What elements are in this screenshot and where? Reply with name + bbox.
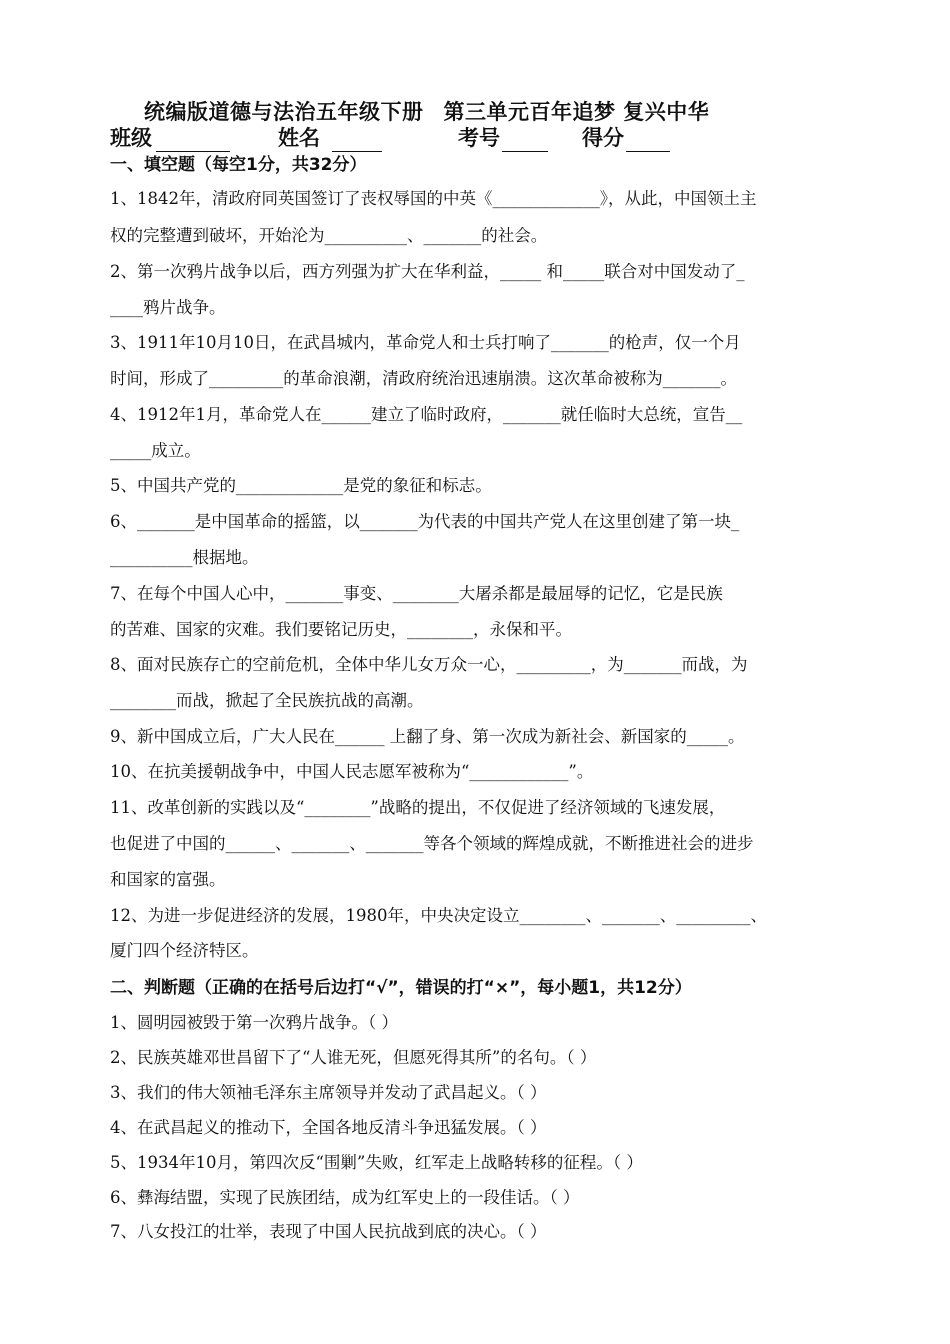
question-line: ________而战，掀起了全民族抗战的高潮。 — [110, 691, 424, 710]
question-line: ____鸦片战争。 — [110, 298, 226, 317]
question-line: 8、面对民族存亡的空前危机，全体中华儿女万众一心，_________，为_______而战，为 — [110, 655, 748, 674]
judge-item: 3、我们的伟大领袖毛泽东主席领导并发动了武昌起义。（ ） — [110, 1083, 547, 1102]
question-line: 5、中国共产党的_____________是党的象征和标志。 — [110, 476, 492, 495]
name-field — [278, 122, 382, 152]
question-line: 9、新中国成立后，广大人民在______ 上翻了身、第一次成为新社会、新国家的_____。 — [110, 727, 745, 746]
question-line: 11、改革创新的实践以及“________”战略的提出，不仅促进了经济领域的飞速发展， — [110, 798, 726, 817]
section-1-heading: 一、填空题（每空1分，共32分） — [110, 155, 367, 175]
exam-id-field — [458, 122, 548, 152]
question-line: 1、1842年，清政府同英国签订了丧权辱国的中英《_____________》，从此，中国领土主 — [110, 189, 757, 208]
question-line: 4、1912年1月，革命党人在______建立了临时政府，_______就任临时大总统，宣告__ — [110, 405, 743, 424]
question-line: 10、在抗美援朝战争中，中国人民志愿军被称为“____________”。 — [110, 762, 594, 781]
name-blank — [332, 129, 382, 152]
question-line: 12、为进一步促进经济的发展，1980年，中央决定设立________、_______、_________、 — [110, 906, 767, 925]
exam-id-label: 考号 — [458, 126, 500, 150]
judge-item: 6、彝海结盟，实现了民族团结，成为红军史上的一段佳话。（ ） — [110, 1188, 580, 1207]
score-label: 得分 — [582, 126, 624, 150]
question-line: _____成立。 — [110, 441, 201, 460]
score-field — [582, 122, 670, 152]
question-line: 也促进了中国的______、_______、_______等各个领域的辉煌成就，不断推进社会的进步 — [110, 834, 754, 853]
question-line: 和国家的富强。 — [110, 870, 226, 889]
question-line: 6、_______是中国革命的摇篮，以_______为代表的中国共产党人在这里创建了第一块_ — [110, 512, 740, 531]
class-field — [110, 122, 230, 152]
judge-item: 5、1934年10月，第四次反“围剿”失败，红军走上战略转移的征程。（ ） — [110, 1153, 643, 1172]
question-line: 时间，形成了_________的革命浪潮，清政府统治迅速崩溃。这次革命被称为_______。 — [110, 369, 737, 388]
judge-item: 4、在武昌起义的推动下，全国各地反清斗争迅猛发展。（ ） — [110, 1118, 547, 1137]
question-line: 的苦难、国家的灾难。我们要铭记历史，________，永保和平。 — [110, 620, 572, 639]
judge-item: 7、八女投江的壮举，表现了中国人民抗战到底的决心。（ ） — [110, 1222, 547, 1241]
judge-item: 1、圆明园被毁于第一次鸦片战争。（ ） — [110, 1013, 398, 1032]
class-blank — [156, 129, 230, 152]
exam-id-blank — [502, 129, 548, 152]
class-label: 班级 — [110, 126, 152, 150]
title-part-b: 第三单元百年追梦 复兴中华 — [443, 100, 710, 124]
question-line: 权的完整遭到破坏，开始沦为__________、_______的社会。 — [110, 226, 548, 245]
section-2-heading: 二、判断题（正确的在括号后边打“√”，错误的打“×”，每小题1，共12分） — [110, 978, 692, 998]
name-label: 姓名 — [278, 126, 320, 150]
question-line: 厦门四个经济特区。 — [110, 941, 259, 960]
question-line: 2、第一次鸦片战争以后，西方列强为扩大在华利益，_____ 和_____联合对中国发动了_ — [110, 262, 745, 281]
question-line: 3、1911年10月10日，在武昌城内，革命党人和士兵打响了_______的枪声，仅一个月 — [110, 333, 741, 352]
question-line: __________根据地。 — [110, 548, 259, 567]
question-line: 7、在每个中国人心中，_______事变、________大屠杀都是最屈辱的记忆，它是民族 — [110, 584, 723, 603]
score-blank — [626, 129, 670, 152]
judge-item: 2、民族英雄邓世昌留下了“人谁无死，但愿死得其所”的名句。（ ） — [110, 1048, 597, 1067]
title-part-a: 统编版道德与法治五年级下册 — [144, 100, 424, 124]
